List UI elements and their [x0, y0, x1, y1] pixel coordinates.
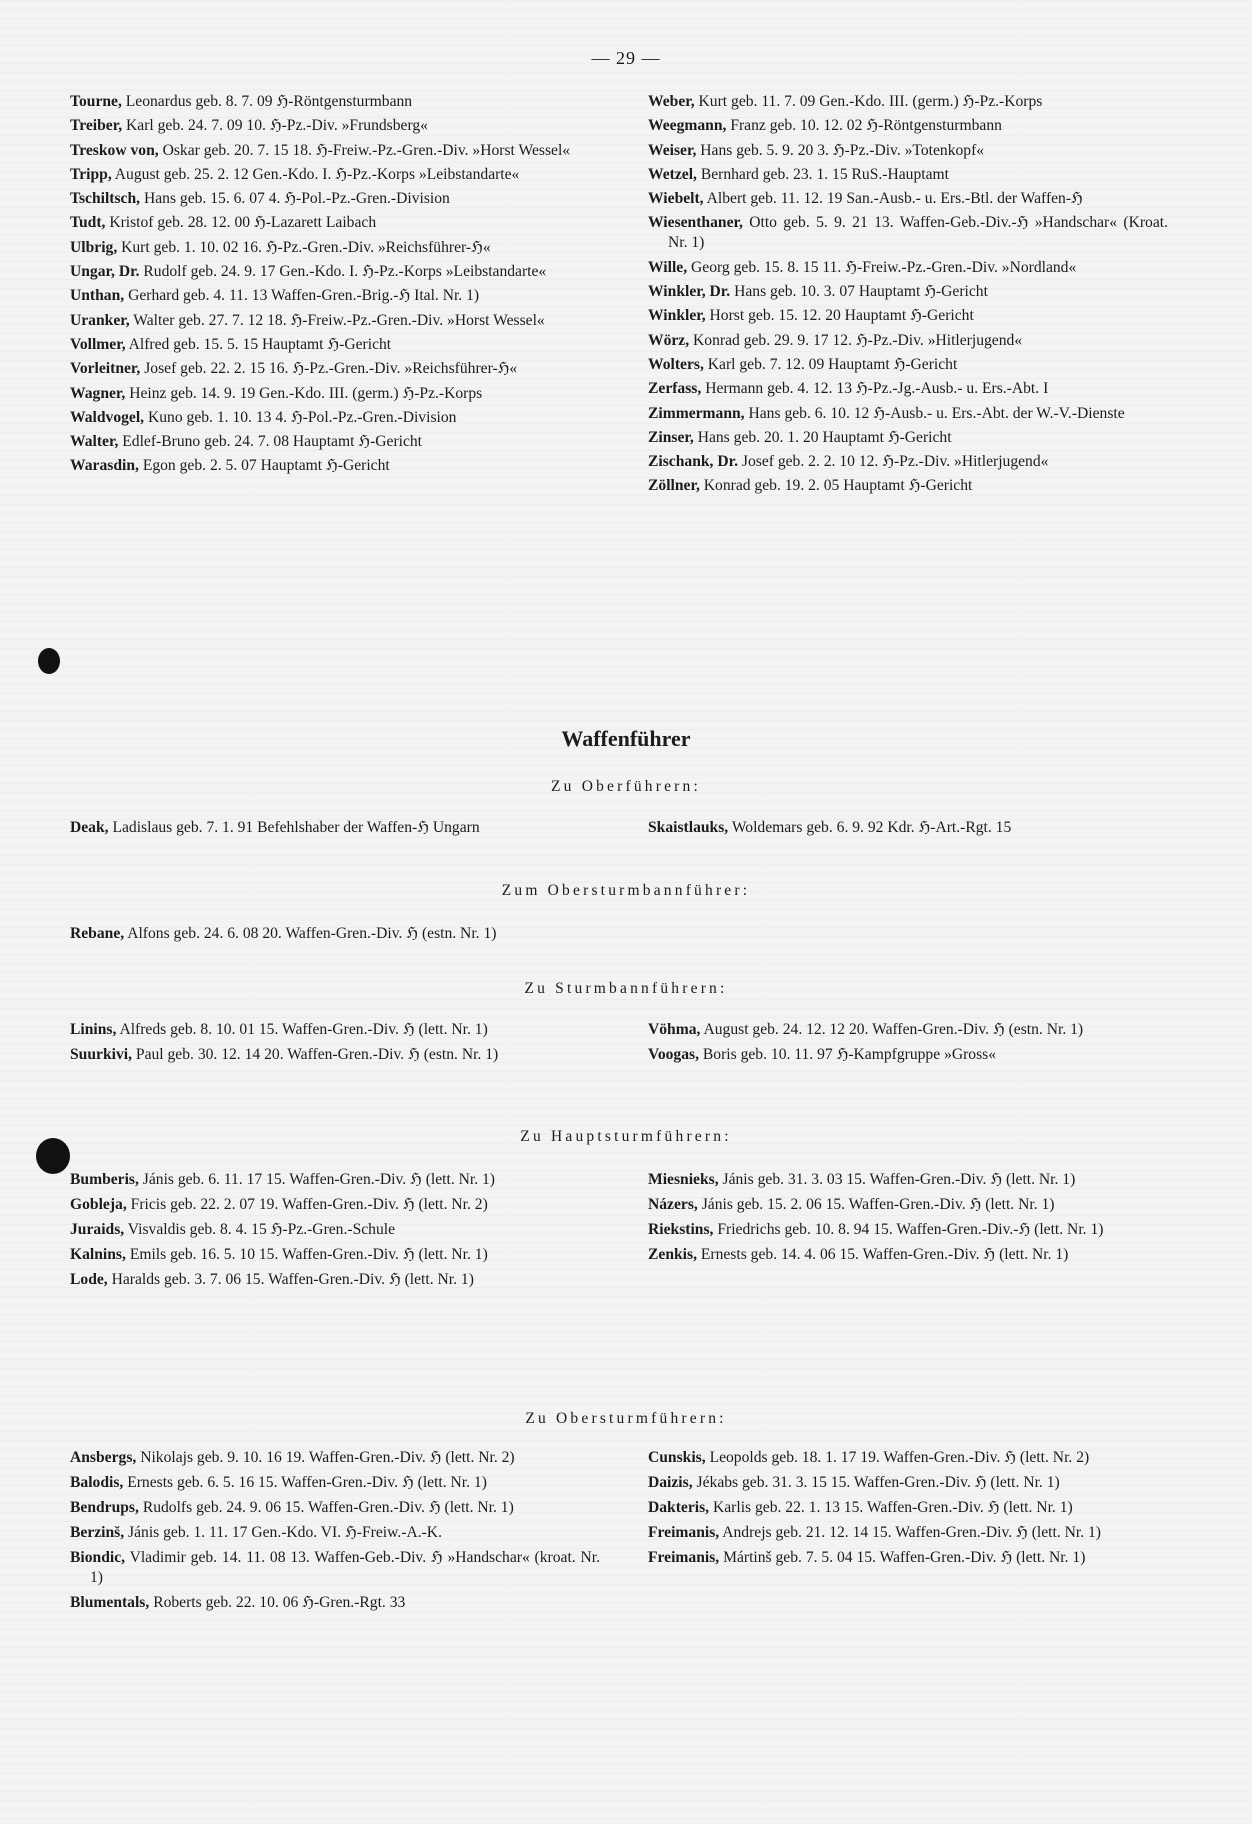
entry-surname: Wolters, — [648, 355, 704, 373]
entry-surname: Freimanis, — [648, 1549, 720, 1566]
right-column — [648, 92, 1168, 501]
entry-surname: Zöllner, — [648, 477, 700, 495]
entry-surname: Weiser, — [648, 141, 697, 159]
entry-surname: Vorleitner, — [70, 360, 141, 378]
entry-details: Gerhard geb. 4. 11. 13 Waffen-Gren.-Brig.-ℌ Ital. Nr. 1) — [128, 287, 480, 305]
entry — [648, 404, 1168, 424]
group-oberfuehrer — [70, 818, 1180, 868]
entry — [70, 311, 600, 331]
entry-details: Kurt geb. 11. 7. 09 Gen.-Kdo. III. (germ.) ℌ-Pz.-Korps — [698, 93, 1043, 110]
entry-details: Konrad geb. 29. 9. 17 12. ℌ-Pz.-Div. »Hitlerjugend« — [693, 331, 1023, 349]
entry — [648, 141, 1168, 161]
entry-surname: Wille, — [648, 258, 688, 276]
entry-surname: Zinser, — [648, 428, 694, 446]
entry-details: Nikolajs geb. 9. 10. 16 19. Waffen-Gren.-Div. ℌ (lett. Nr. 2) — [140, 1449, 515, 1466]
entry — [70, 1220, 600, 1240]
entry-details: Edlef-Bruno geb. 24. 7. 08 Hauptamt ℌ-Gericht — [122, 433, 423, 451]
entry-surname: Daizis, — [648, 1474, 693, 1491]
group-left-column — [70, 1170, 600, 1295]
entry — [70, 408, 600, 428]
entry — [648, 282, 1168, 302]
entry-details: Kuno geb. 1. 10. 13 4. ℌ-Pol.-Pz.-Gren.-Division — [147, 408, 457, 426]
entry-surname: Skaistlauks, — [648, 819, 729, 836]
entry — [70, 1473, 600, 1493]
entry-details: Boris geb. 10. 11. 97 ℌ-Kampfgruppe »Gross« — [702, 1046, 997, 1063]
entry — [648, 189, 1168, 209]
entry-surname: Wiesenthaner, — [648, 214, 743, 232]
entry-surname: Treskow von, — [70, 141, 159, 159]
entry — [648, 355, 1168, 375]
entry-surname: Wetzel, — [648, 165, 697, 183]
entry — [70, 335, 600, 355]
entry-details: Albert geb. 11. 12. 19 San.-Ausb.- u. Ers.-Btl. der Waffen-ℌ — [706, 190, 1083, 208]
entry-surname: Dakteris, — [648, 1499, 710, 1516]
entry-details: Franz geb. 10. 12. 02 ℌ-Röntgensturmbann — [730, 117, 1002, 135]
group-title: Zu Oberführern: — [551, 778, 701, 795]
entry-surname: Zenkis, — [648, 1246, 697, 1263]
entry-surname: Názers, — [648, 1196, 698, 1213]
entry-details: Egon geb. 2. 5. 07 Hauptamt ℌ-Gericht — [142, 457, 390, 475]
entry — [648, 306, 1168, 326]
entry-surname: Weber, — [648, 93, 695, 110]
entry-details: Konrad geb. 19. 2. 05 Hauptamt ℌ-Gericht — [703, 477, 973, 495]
entry-surname: Vöhma, — [648, 1021, 701, 1038]
entry — [70, 924, 830, 944]
entry — [70, 1498, 600, 1518]
entry-details: Andrejs geb. 21. 12. 14 15. Waffen-Gren.-Div. ℌ (lett. Nr. 1) — [722, 1524, 1101, 1541]
entry — [70, 1195, 600, 1215]
entry-details: Josef geb. 22. 2. 15 16. ℌ-Pz.-Gren.-Div. »Reichsführer-ℌ« — [144, 360, 518, 378]
entry-details: Hermann geb. 4. 12. 13 ℌ-Pz.-Jg.-Ausb.- u. Ers.-Abt. I — [705, 380, 1049, 398]
entry-details: Josef geb. 2. 2. 10 12. ℌ-Pz.-Div. »Hitlerjugend« — [741, 453, 1049, 471]
entry-details: Jánis geb. 1. 11. 17 Gen.-Kdo. VI. ℌ-Freiw.-A.-K. — [128, 1524, 442, 1541]
entry-details: Hans geb. 5. 9. 20 3. ℌ-Pz.-Div. »Totenkopf« — [700, 141, 985, 159]
entry-surname: Tudt, — [70, 214, 106, 232]
group-right-column — [648, 818, 1168, 843]
entry-surname: Uranker, — [70, 311, 130, 329]
entry-surname: Bendrups, — [70, 1499, 139, 1516]
entry — [70, 1548, 600, 1588]
entry-details: Oskar geb. 20. 7. 15 18. ℌ-Freiw.-Pz.-Gren.-Div. »Horst Wessel« — [162, 141, 571, 159]
entry — [648, 476, 1168, 496]
entry-details: Hans geb. 15. 6. 07 4. ℌ-Pol.-Pz.-Gren.-Division — [143, 190, 450, 208]
entry — [648, 1548, 1168, 1568]
entry-details: Jánis geb. 6. 11. 17 15. Waffen-Gren.-Div. ℌ (lett. Nr. 1) — [142, 1171, 495, 1188]
page-number: — 29 — — [591, 48, 661, 68]
entry-surname: Wagner, — [70, 384, 126, 402]
entry-surname: Waldvogel, — [70, 408, 145, 426]
entry-surname: Ungar, Dr. — [70, 263, 140, 281]
entry-details: Vladimir geb. 14. 11. 08 13. Waffen-Geb.-Div. ℌ »Handschar« (kroat. Nr. 1) — [90, 1549, 600, 1586]
entry — [70, 1020, 600, 1040]
entry — [70, 262, 600, 282]
entry — [648, 379, 1168, 399]
entry — [648, 1195, 1168, 1215]
entry-surname: Berzinš, — [70, 1524, 125, 1541]
entry-surname: Rebane, — [70, 925, 125, 942]
entry-surname: Winkler, Dr. — [648, 283, 731, 301]
entry-surname: Lode, — [70, 1271, 108, 1288]
entry — [648, 818, 1168, 838]
entry — [648, 1523, 1168, 1543]
group-title: Zum Obersturmbannführer: — [501, 882, 751, 899]
entry-surname: Tripp, — [70, 165, 112, 183]
entry-details: Paul geb. 30. 12. 14 20. Waffen-Gren.-Div. ℌ (estn. Nr. 1) — [135, 1046, 499, 1063]
group-left-column — [70, 818, 600, 843]
entry — [70, 92, 600, 112]
group-right-column — [648, 1170, 1168, 1270]
entry — [648, 165, 1168, 185]
group-hauptsturmfuehrer — [70, 1170, 1180, 1410]
entry-details: Bernhard geb. 23. 1. 15 RuS.-Hauptamt — [700, 165, 949, 183]
entry — [648, 331, 1168, 351]
entry — [648, 1020, 1168, 1040]
entry — [648, 258, 1168, 278]
entry-surname: Wörz, — [648, 331, 690, 349]
group-obersturmfuehrer — [70, 1448, 1180, 1708]
entry-surname: Ansbergs, — [70, 1449, 137, 1466]
entry-details: Kurt geb. 1. 10. 02 16. ℌ-Pz.-Gren.-Div. »Reichsführer-ℌ« — [121, 238, 491, 256]
entry — [70, 1523, 600, 1543]
entry-details: Alfreds geb. 8. 10. 01 15. Waffen-Gren.-Div. ℌ (lett. Nr. 1) — [119, 1021, 488, 1038]
entry — [70, 1593, 600, 1613]
group-title: Zu Obersturmführern: — [525, 1410, 727, 1427]
entry — [648, 1448, 1168, 1468]
entry-details: Jánis geb. 15. 2. 06 15. Waffen-Gren.-Div. ℌ (lett. Nr. 1) — [701, 1196, 1055, 1213]
left-column — [70, 92, 600, 481]
entry — [648, 1170, 1168, 1190]
entry-surname: Zerfass, — [648, 380, 702, 398]
entry — [648, 92, 1168, 112]
entry-details: Horst geb. 15. 12. 20 Hauptamt ℌ-Gericht — [709, 307, 974, 325]
entry-surname: Miesnieks, — [648, 1171, 719, 1188]
entry — [70, 238, 600, 258]
entry-details: Hans geb. 6. 10. 12 ℌ-Ausb.- u. Ers.-Abt. der W.-V.-Dienste — [748, 404, 1125, 422]
entry-surname: Tourne, — [70, 93, 122, 110]
group-left-column — [70, 1448, 600, 1618]
entry — [648, 428, 1168, 448]
entry-surname: Riekstins, — [648, 1221, 714, 1238]
entry-surname: Cunskis, — [648, 1449, 706, 1466]
entry-details: Karl geb. 24. 7. 09 10. ℌ-Pz.-Div. »Frundsberg« — [126, 117, 428, 135]
entry-surname: Freimanis, — [648, 1524, 720, 1541]
entry-surname: Tschiltsch, — [70, 190, 141, 208]
group-right-column — [648, 1448, 1168, 1573]
entry-details: August geb. 25. 2. 12 Gen.-Kdo. I. ℌ-Pz.-Korps »Leibstandarte« — [114, 165, 520, 183]
entry — [648, 1473, 1168, 1493]
entry-details: Heinz geb. 14. 9. 19 Gen.-Kdo. III. (germ.) ℌ-Pz.-Korps — [129, 384, 483, 402]
entry-surname: Biondic, — [70, 1549, 126, 1566]
entry-surname: Gobleja, — [70, 1196, 127, 1213]
group-left-column — [70, 1020, 600, 1070]
entry-details: Hans geb. 20. 1. 20 Hauptamt ℌ-Gericht — [697, 428, 952, 446]
entry-details: Fricis geb. 22. 2. 07 19. Waffen-Gren.-Div. ℌ (lett. Nr. 2) — [130, 1196, 488, 1213]
entry — [70, 1170, 600, 1190]
entry-details: Ernests geb. 6. 5. 16 15. Waffen-Gren.-Div. ℌ (lett. Nr. 1) — [127, 1474, 487, 1491]
entry-details: Alfred geb. 15. 5. 15 Hauptamt ℌ-Gericht — [128, 335, 392, 353]
entry-details: Leonardus geb. 8. 7. 09 ℌ-Röntgensturmbann — [125, 93, 413, 110]
entry-details: Woldemars geb. 6. 9. 92 Kdr. ℌ-Art.-Rgt. 15 — [731, 819, 1012, 836]
entry-details: Haralds geb. 3. 7. 06 15. Waffen-Gren.-Div. ℌ (lett. Nr. 1) — [111, 1271, 474, 1288]
entry-surname: Weegmann, — [648, 117, 727, 135]
entry — [70, 1045, 600, 1065]
entry-surname: Treiber, — [70, 117, 123, 135]
entry — [648, 213, 1168, 253]
group-title: Zu Sturmbannführern: — [524, 980, 728, 997]
entry-surname: Balodis, — [70, 1474, 124, 1491]
entry-surname: Ulbrig, — [70, 238, 118, 256]
group-right-column — [648, 1020, 1168, 1070]
group-sturmbannfuehrer — [70, 1020, 1180, 1120]
entry — [70, 384, 600, 404]
entry-details: Emils geb. 16. 5. 10 15. Waffen-Gren.-Div. ℌ (lett. Nr. 1) — [129, 1246, 488, 1263]
entry-details: Georg geb. 15. 8. 15 11. ℌ-Freiw.-Pz.-Gren.-Div. »Nordland« — [691, 258, 1077, 276]
entry-details: Karlis geb. 22. 1. 13 15. Waffen-Gren.-Div. ℌ (lett. Nr. 1) — [712, 1499, 1073, 1516]
entry-surname: Bumberis, — [70, 1171, 139, 1188]
entry-details: Visvaldis geb. 8. 4. 15 ℌ-Pz.-Gren.-Schule — [127, 1221, 396, 1238]
entry — [70, 116, 600, 136]
entry-surname: Zischank, Dr. — [648, 453, 738, 471]
entry-surname: Winkler, — [648, 307, 706, 325]
entry-surname: Vollmer, — [70, 335, 126, 353]
entry-surname: Suurkivi, — [70, 1046, 132, 1063]
entry-surname: Walter, — [70, 433, 119, 451]
entry-surname: Linins, — [70, 1021, 117, 1038]
entry — [70, 456, 600, 476]
entry-details: Otto geb. 5. 9. 21 13. Waffen-Geb.-Div.-ℌ »Handschar« (Kroat. Nr. 1) — [668, 214, 1168, 252]
entry-details: August geb. 24. 12. 12 20. Waffen-Gren.-Div. ℌ (estn. Nr. 1) — [703, 1021, 1084, 1038]
entry — [648, 1045, 1168, 1065]
entry-surname: Kalnins, — [70, 1246, 126, 1263]
entry-details: Leopolds geb. 18. 1. 17 19. Waffen-Gren.-Div. ℌ (lett. Nr. 2) — [709, 1449, 1090, 1466]
entry — [70, 189, 600, 209]
entry-details: Karl geb. 7. 12. 09 Hauptamt ℌ-Gericht — [707, 355, 958, 373]
entry-details: Jékabs geb. 31. 3. 15 15. Waffen-Gren.-Div. ℌ (lett. Nr. 1) — [696, 1474, 1060, 1491]
entry-details: Ernests geb. 14. 4. 06 15. Waffen-Gren.-Div. ℌ (lett. Nr. 1) — [700, 1246, 1069, 1263]
entry-details: Ladislaus geb. 7. 1. 91 Befehlshaber der Waffen-ℌ Ungarn — [112, 819, 480, 836]
entry-details: Kristof geb. 28. 12. 00 ℌ-Lazarett Laibach — [109, 214, 377, 232]
entry — [648, 452, 1168, 472]
entry-details: Hans geb. 10. 3. 07 Hauptamt ℌ-Gericht — [734, 283, 988, 301]
entry — [70, 1270, 600, 1290]
entry-surname: Blumentals, — [70, 1594, 150, 1611]
entry-surname: Warasdin, — [70, 457, 139, 475]
entry — [70, 432, 600, 452]
entry-surname: Voogas, — [648, 1046, 699, 1063]
entry-surname: Juraids, — [70, 1221, 125, 1238]
entry-surname: Deak, — [70, 819, 109, 836]
group-title: Zu Hauptsturmführern: — [520, 1128, 732, 1145]
entry-details: Rudolfs geb. 24. 9. 06 15. Waffen-Gren.-Div. ℌ (lett. Nr. 1) — [142, 1499, 514, 1516]
entry — [648, 1245, 1168, 1265]
entry — [70, 213, 600, 233]
section-title: Waffenführer — [561, 726, 691, 751]
entry — [70, 359, 600, 379]
entry — [70, 165, 600, 185]
top-entry-columns — [70, 92, 1180, 662]
entry-details: Walter geb. 27. 7. 12 18. ℌ-Freiw.-Pz.-Gren.-Div. »Horst Wessel« — [133, 311, 545, 329]
entry-details: Mártinš geb. 7. 5. 04 15. Waffen-Gren.-Div. ℌ (lett. Nr. 1) — [723, 1549, 1086, 1566]
ink-blot — [36, 1138, 70, 1174]
entry-details: Alfons geb. 24. 6. 08 20. Waffen-Gren.-Div. ℌ (estn. Nr. 1) — [127, 925, 497, 942]
entry-details: Rudolf geb. 24. 9. 17 Gen.-Kdo. I. ℌ-Pz.-Korps »Leibstandarte« — [143, 263, 547, 281]
entry — [70, 286, 600, 306]
entry-details: Friedrichs geb. 10. 8. 94 15. Waffen-Gren.-Div.-ℌ (lett. Nr. 1) — [717, 1221, 1104, 1238]
entry-surname: Unthan, — [70, 287, 125, 305]
entry — [648, 1498, 1168, 1518]
entry — [648, 116, 1168, 136]
group-obersturmbannfuehrer — [70, 924, 1180, 954]
group-left-column — [70, 924, 830, 949]
entry — [648, 1220, 1168, 1240]
entry-details: Jánis geb. 31. 3. 03 15. Waffen-Gren.-Div. ℌ (lett. Nr. 1) — [722, 1171, 1076, 1188]
entry — [70, 818, 600, 838]
entry-details: Roberts geb. 22. 10. 06 ℌ-Gren.-Rgt. 33 — [153, 1594, 406, 1611]
entry — [70, 1448, 600, 1468]
entry — [70, 141, 600, 161]
entry — [70, 1245, 600, 1265]
entry-surname: Wiebelt, — [648, 190, 704, 208]
entry-surname: Zimmermann, — [648, 404, 745, 422]
ink-blot — [38, 648, 60, 674]
